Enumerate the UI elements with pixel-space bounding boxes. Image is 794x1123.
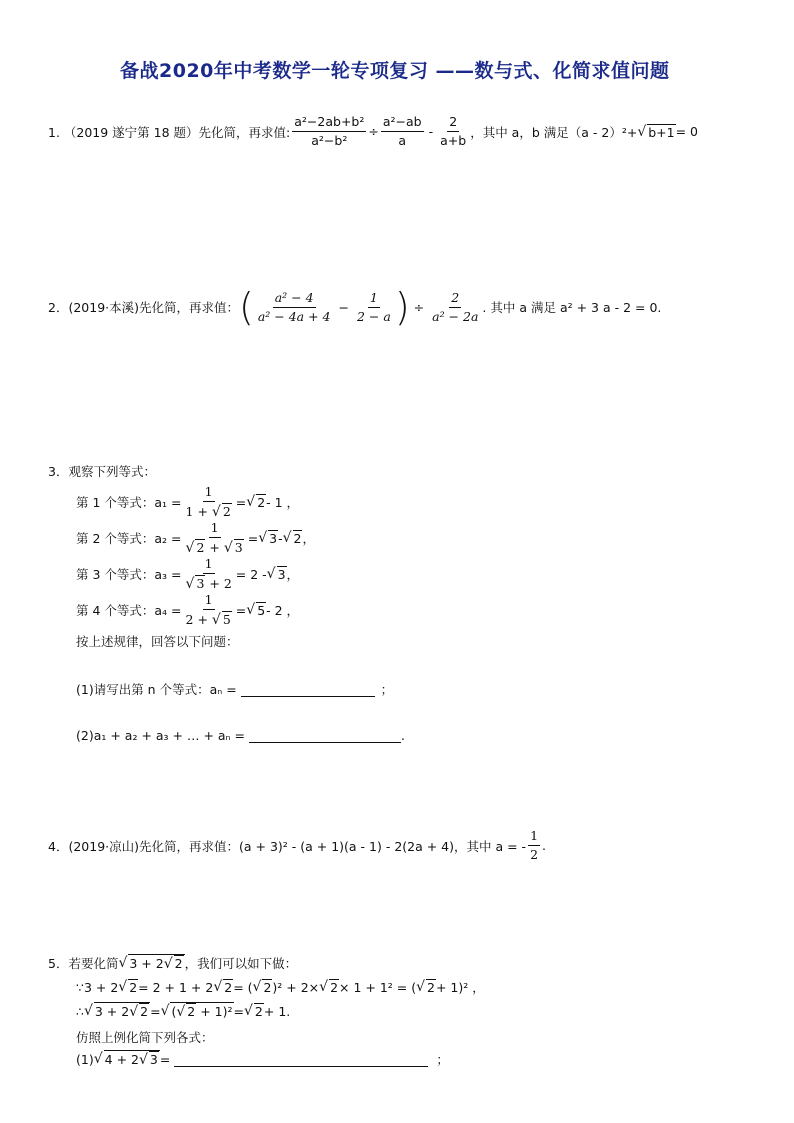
answer-blank[interactable] bbox=[174, 1052, 428, 1067]
q2-minus: − bbox=[338, 299, 349, 315]
q2-prefix: 2．(2019·本溪)先化简，再求值： bbox=[48, 300, 239, 315]
q3-equation-3: 第 3 个等式：a₃ = $\frac{1}{√ 3 + 2}$ = 2 - √ 3 ， bbox=[76, 556, 300, 592]
q3-part-1: (1)请写出第 n 个等式：aₙ = ； bbox=[76, 682, 394, 697]
q1-tail: = 0 bbox=[675, 124, 699, 139]
q2-div: ÷ bbox=[413, 299, 425, 315]
question-4: 4．(2019·凉山)先化简，再求值：(a + 3)² - (a + 1)(a - 1) - 2(2a + 4)，其中 a = - $\frac{1}{2}$ . bbox=[48, 828, 547, 862]
q1-div: ÷ bbox=[368, 124, 379, 139]
q2-fraction-3: $\frac{2}{\text{a² − 2a}}$ bbox=[432, 289, 479, 324]
page-title: 备战2020年中考数学一轮专项复习 ——数与式、化简求值问题 bbox=[120, 60, 670, 82]
q5-instruction: 仿照上例化简下列各式： bbox=[76, 1030, 214, 1045]
q5-line-1: ∵3 + 2 √ 2 = 2 + 1 + 2 √ 2 = ( √ 2 )² + 2× √ 2 × 1 + 1² = ( √ 2 + 1)² ， bbox=[76, 979, 485, 995]
q5-line-2: ∴ √ 3 + 2√ 2 = √ (√ 2 + 1)² = √ 2 + 1. bbox=[76, 1003, 291, 1020]
q1-fraction-1: $\frac{\text{a²−2ab+b²}}{\text{a²−b²}}$ bbox=[294, 114, 365, 148]
question-2 bbox=[48, 285, 662, 329]
q3-intro: 3．观察下列等式： bbox=[48, 464, 156, 479]
q1-prefix: 1. （2019 遂宁第 18 题）先化简，再求值: bbox=[48, 124, 291, 140]
q3-instruction: 按上述规律，回答以下问题： bbox=[76, 634, 239, 649]
q1-fraction-2: $\frac{\text{a²−ab}}{a}$ bbox=[382, 114, 422, 148]
q3-equation-2: 第 2 个等式：a₂ = $\frac{1}{√ 2 + √ 3}$ = √ 3 - √ 2 ， bbox=[76, 520, 315, 556]
q3-part-2: (2)a₁ + a₂ + a₃ + … + aₙ = . bbox=[76, 728, 405, 743]
q1-fraction-3: $\frac{2}{a+b}$ bbox=[440, 114, 467, 148]
q3-equation-1: 第 1 个等式：a₁ = $\frac{1}{1 + √ 2}$ = √ 2 - 1 ， bbox=[76, 484, 300, 520]
right-paren-icon: ) bbox=[394, 285, 410, 329]
left-paren-icon: ( bbox=[239, 285, 254, 329]
q2-tail: . 其中 a 满足 a² + 3 a - 2 = 0. bbox=[482, 300, 662, 315]
q5-part-1: (1) √ 4 + 2√ 3 = ； bbox=[76, 1051, 449, 1068]
q1-minus: - bbox=[428, 124, 434, 139]
q2-fraction-1: $\frac{\text{a² − 4}}{\text{a² − 4a + 4}}$ bbox=[257, 289, 331, 324]
q1-radicand: b+1 bbox=[648, 124, 675, 140]
answer-blank[interactable] bbox=[241, 682, 375, 697]
question-5: 5．若要化简 √ 3 + 2√ 2 ，我们可以如下做： bbox=[48, 955, 298, 972]
sqrt-icon: √ bbox=[637, 123, 647, 140]
q2-fraction-2: $\frac{1}{2 - a}$ bbox=[356, 289, 391, 324]
q1-condition: ，其中 a，b 满足（a - 2）²+ bbox=[470, 124, 638, 140]
answer-blank[interactable] bbox=[249, 728, 401, 743]
q3-equation-4: 第 4 个等式：a₄ = $\frac{1}{2 + √ 5}$ = √ 5 - 2 ， bbox=[76, 592, 300, 628]
question-1 bbox=[48, 114, 698, 149]
